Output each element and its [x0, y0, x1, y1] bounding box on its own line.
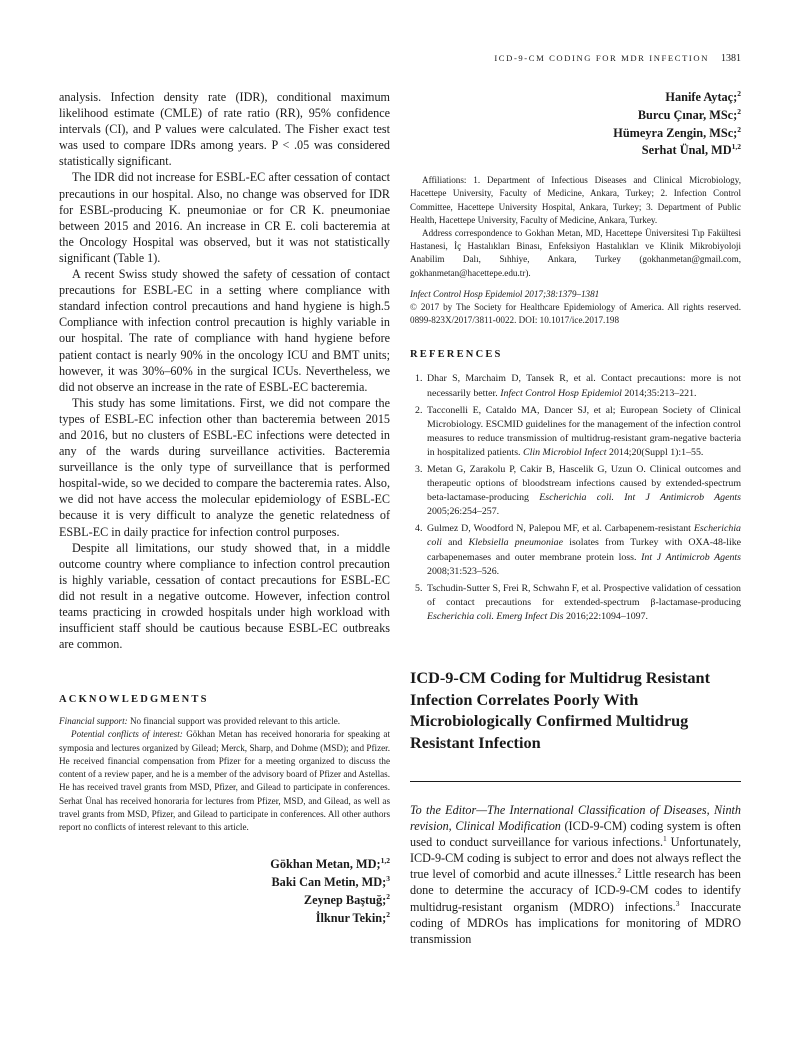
- copyright: © 2017 by The Society for Healthcare Epidemiology of America. All rights reserved. 0899-823X/2017/3811-0022. DOI: 10.1017/ice.2017.198: [410, 302, 741, 326]
- correspondence: Address correspondence to Gokhan Metan, MD, Hacettepe Üniversitesi Tıp Fakültesi Hastanesi, İç Hastalıkları Binası, Enfeksiyon Hastalıkları ve Klinik Mikrobiyoloji Anabilim Dalı, Sıhhiye, Ankara, Turkey (gokhanmetan@gmail.com, gokhanmetan@hacettepe.edu.tr).: [410, 228, 741, 278]
- letter-opening-paragraph: To the Editor—The International Classification of Diseases, Ninth revision, Clinical Modification (ICD-9-CM) coding system is often used to conduct surveillance for various infections.$^1$ Unfortunately, ICD-9-CM coding is subject to error and does not always reflect the true level of comorbid and acute illnesses.$^2$ Little research has been done to determine the accuracy of ICD-9-CM codes to identify multidrug-resistant organism (MDRO) infections.$^3$ Inaccurate coding of MDROs has implications for monitoring of MDRO transmission: [410, 803, 742, 946]
- conflicts-of-interest: [59, 728, 390, 834]
- paragraph-swiss-study: A recent Swiss study showed the safety of cessation of contact precautions for ESBL-EC in a setting where compliance with standard infection control precautions and hand hygiene is high.5 Compliance with infection control precaution is highly variable in our hospital. The rate of compliance with hand hygiene before patient contact is nearly 90% in the oncology ICU and BMT units; however, it was 30%–60% in the surgical ICUs. Nevertheless, we did not observe an increase in the rate of ESBL-EC bacteremia.: [59, 267, 390, 394]
- author: Hümeyra Zengin, MSc;$^2$: [613, 124, 741, 140]
- author: Baki Can Metin, MD;$^3$: [271, 873, 390, 889]
- paragraph-limitations: This study has some limitations. First, we did not compare the types of ESBL-EC infection other than bacteremia between 2015 and 2016, but no clusters of ESBL-EC infections were detected in any of the wards during surveillance activities. Bacteremia surveillance is the only type of surveillance that is performed hospital-wide, so we decided to compare the bacteremia rates. Also, we did not have access the molecular epidemiology of ESBL-EC because it is very difficult to analyze the genetic relatedness of ESBL-EC in daily practice for infection control purposes.: [59, 395, 390, 539]
- reference-item: 1. Dhar S, Marchaim D, Tansek R, et al. Contact precautions: more is not necessarily better. Infect Control Hosp Epidemiol 2014;35:213–221.: [415, 373, 741, 399]
- financial-support-text: No financial support was provided relevant to this article.: [127, 716, 341, 727]
- author: Burcu Çınar, MSc;$^2$: [637, 106, 741, 122]
- author-list-right: [410, 89, 741, 160]
- author: İlknur Tekin;$^2$: [315, 909, 390, 925]
- page-number: 1381: [721, 53, 741, 64]
- running-head-title: ICD-9-CM CODING FOR MDR INFECTION: [494, 53, 709, 63]
- author: Hanife Aytaç;$^2$: [665, 88, 741, 104]
- article-title: ICD-9-CM Coding for Multidrug Resistant Infection Correlates Poorly With Microbiologically Confirmed Multidrug Resistant Infection: [410, 668, 710, 752]
- paragraph-methods: analysis. Infection density rate (IDR), conditional maximum likelihood estimate (CMLE) of rate ratio (RR), 95% confidence intervals (CI), and P values were calculated. The Fisher exact test was used to compare IDRs among years. P < .05 was considered statistically significant.: [59, 90, 390, 169]
- reference-item: 3. Metan G, Zarakolu P, Cakir B, Hascelik G, Uzun O. Clinical outcomes and therapeutic options of bloodstream infections caused by extended-spectrum beta-lactamase-producing Escherichia coli. Int J Antimicrob Agents 2005;26:254–257.: [415, 463, 741, 518]
- reference-item: 5. Tschudin-Sutter S, Frei R, Schwahn F, et al. Prospective validation of cessation of contact precautions for extended-spectrum β-lactamase-producing Escherichia coli. Emerg Infect Dis 2016;22:1094–1097.: [415, 582, 741, 622]
- author: Serhat Ünal, MD$^{1,2}$: [641, 142, 741, 158]
- author-list-left: [59, 856, 390, 927]
- left-column: [59, 89, 390, 927]
- affiliations: Affiliations: 1. Department of Infectious Diseases and Clinical Microbiology, Hacettepe University, Faculty of Medicine, Ankara, Turkey; 2. Infection Control Committee, Hacettepe University Hospital, Ankara, Turkey; 3. Department of Public Health, Hacettepe University, Faculty of Medicine, Ankara, Turkey.: [410, 175, 741, 225]
- body-text: [59, 89, 390, 652]
- reference-item: 2. Tacconelli E, Cataldo MA, Dancer SJ, et al; European Society of Clinical Microbiology. ESCMID guidelines for the management of the infection control measures to reduce transmission of multidrug-resistant gram-negative bacteria in hospitalized patients. Clin Microbiol Infect 2014;20(Suppl 1):1–55.: [415, 404, 741, 458]
- acknowledgments-heading: ACKNOWLEDGMENTS: [59, 694, 209, 706]
- paragraph-conclusion: Despite all limitations, our study showed that, in a middle outcome country where compliance to infection control precaution is highly variable, cessation of contact precautions for ESBL-EC did not result in a negative outcome. However, infection control teams practicing in crowded hospitals under high workload with insufficient staff should be cautious because ESBL-EC outbreaks are common.: [59, 540, 390, 652]
- financial-support: [59, 715, 390, 728]
- author: Gökhan Metan, MD;$^{1,2}$: [270, 856, 390, 872]
- reference-list: [410, 372, 741, 624]
- citation: Infect Control Hosp Epidemiol 2017;38:1379–1381: [410, 288, 600, 299]
- financial-support-label: Financial support:: [59, 716, 128, 727]
- reference-item: 4. Gulmez D, Woodford N, Palepou MF, et al. Carbapenem-resistant Escherichia coli and Klebsiella pneumoniae isolates from Turkey with OXA-48-like carbapenemases and outer membrane protein loss. Int J Antimicrob Agents 2008;31:523–526.: [415, 523, 742, 577]
- running-head: [494, 53, 741, 64]
- paragraph-results: The IDR did not increase for ESBL-EC after cessation of contact precautions in our hospital. Also, no change was observed for IDR for ESBL-producing K. pneumoniae or for CR K. pneumoniae between 2015 and 2016. An increase in CR E. coli bacteremia at the Oncology Hospital was observed, but it was not statistically significant (Table 1).: [59, 170, 390, 265]
- right-column: [410, 89, 741, 947]
- conflicts-text: Gökhan Metan has received honoraria for speaking at symposia and lectures organized by Gilead; Merck, Sharp, and Dohme (MSD); and Pfizer. He received financial compensation from Pfizer for a meeting organized to discuss the content of a review paper, and he is a member of the advisory board of Pfizer and Astellas. He has received travel grants from MSD, Pfizer, and Gilead to participate in conferences. Serhat Ünal has received honoraria for lectures from Pfizer, MSD, and Gilead, as well as travel grants from MSD, Pfizer, and Gilead to participate in conferences. All other authors report no conflicts of interest relevant to this article.: [59, 729, 391, 832]
- conflicts-label: Potential conflicts of interest:: [71, 729, 183, 740]
- author: Zeynep Baştuğ;$^2$: [303, 891, 390, 907]
- references-heading: REFERENCES: [410, 349, 503, 361]
